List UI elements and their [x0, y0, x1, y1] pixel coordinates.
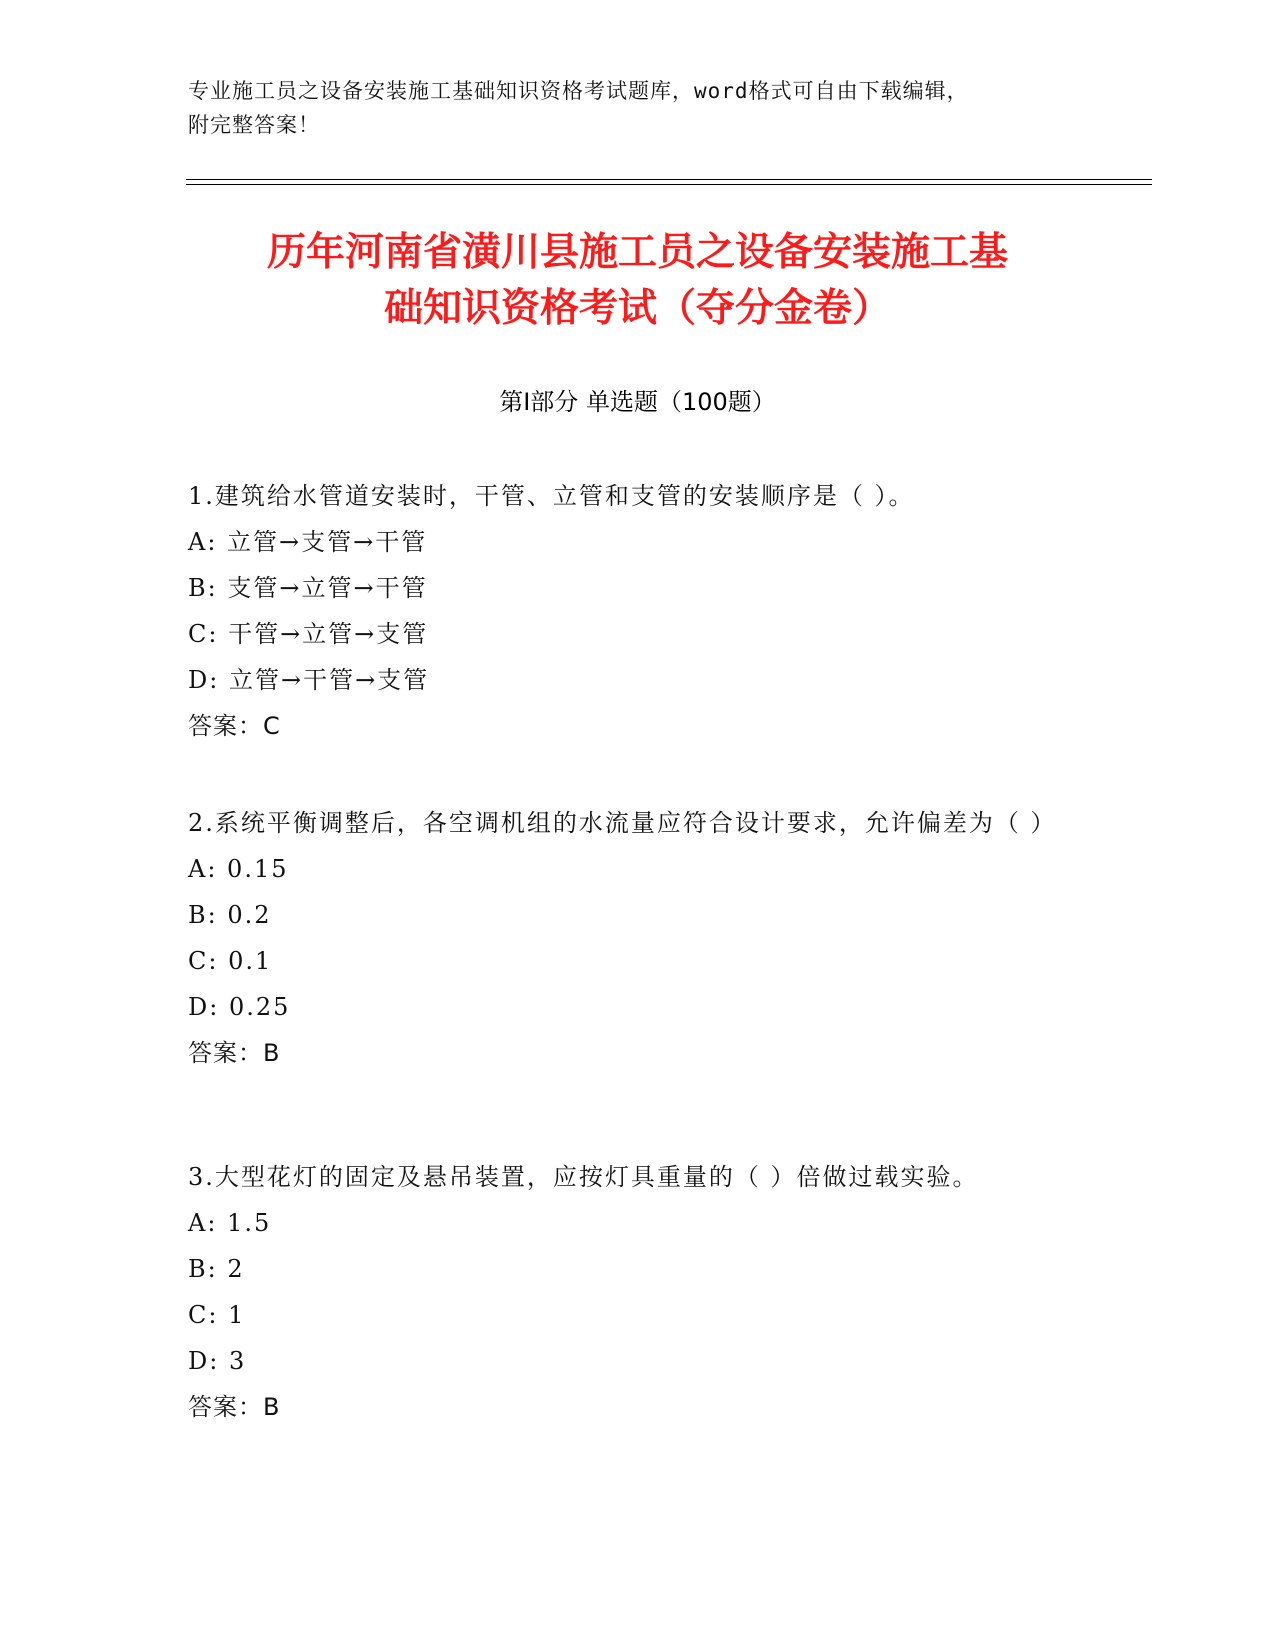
- document-title-line: 历年河南省潢川县施工员之设备安装施工基: [266, 230, 1008, 275]
- option-c: C: 0.1: [188, 947, 273, 975]
- option-a: A: 立管→支管→干管: [188, 528, 428, 556]
- question-stem: 1.建筑给水管道安装时，干管、立管和支管的安装顺序是（ ）。: [188, 482, 915, 510]
- header-divider: [186, 184, 1152, 185]
- document-title: [150, 225, 1125, 337]
- option-b: B: 2: [188, 1255, 245, 1283]
- section-title: 第Ⅰ部分 单选题（100题）: [499, 388, 776, 416]
- option-d: D: 立管→干管→支管: [188, 666, 430, 694]
- document-title-line: 础知识资格考试（夺分金卷）: [383, 286, 891, 331]
- answer-line: 答案：B: [188, 1039, 281, 1067]
- answer-line: 答案：C: [188, 712, 281, 740]
- option-d: D: 0.25: [188, 993, 291, 1021]
- header-note-line: 附完整答案！: [188, 113, 320, 137]
- answer-line: 答案：B: [188, 1393, 281, 1421]
- option-a: A: 0.15: [188, 855, 289, 883]
- option-b: B: 支管→立管→干管: [188, 574, 428, 602]
- question-block: [188, 473, 1068, 749]
- option-c: C: 1: [188, 1301, 246, 1329]
- header-divider: [186, 179, 1152, 180]
- option-b: B: 0.2: [188, 901, 272, 929]
- header-note: [188, 74, 1068, 142]
- question-stem: 2.系统平衡调整后，各空调机组的水流量应符合设计要求，允许偏差为（ ）: [188, 809, 1057, 837]
- option-c: C: 干管→立管→支管: [188, 620, 429, 648]
- option-a: A: 1.5: [188, 1209, 272, 1237]
- header-note-line: 专业施工员之设备安装施工基础知识资格考试题库，word格式可自由下载编辑，: [188, 79, 969, 103]
- question-block: [188, 800, 1068, 1076]
- question-stem: 3.大型花灯的固定及悬吊装置，应按灯具重量的（ ）倍做过载实验。: [188, 1163, 979, 1191]
- question-block: [188, 1154, 1068, 1430]
- option-d: D: 3: [188, 1347, 247, 1375]
